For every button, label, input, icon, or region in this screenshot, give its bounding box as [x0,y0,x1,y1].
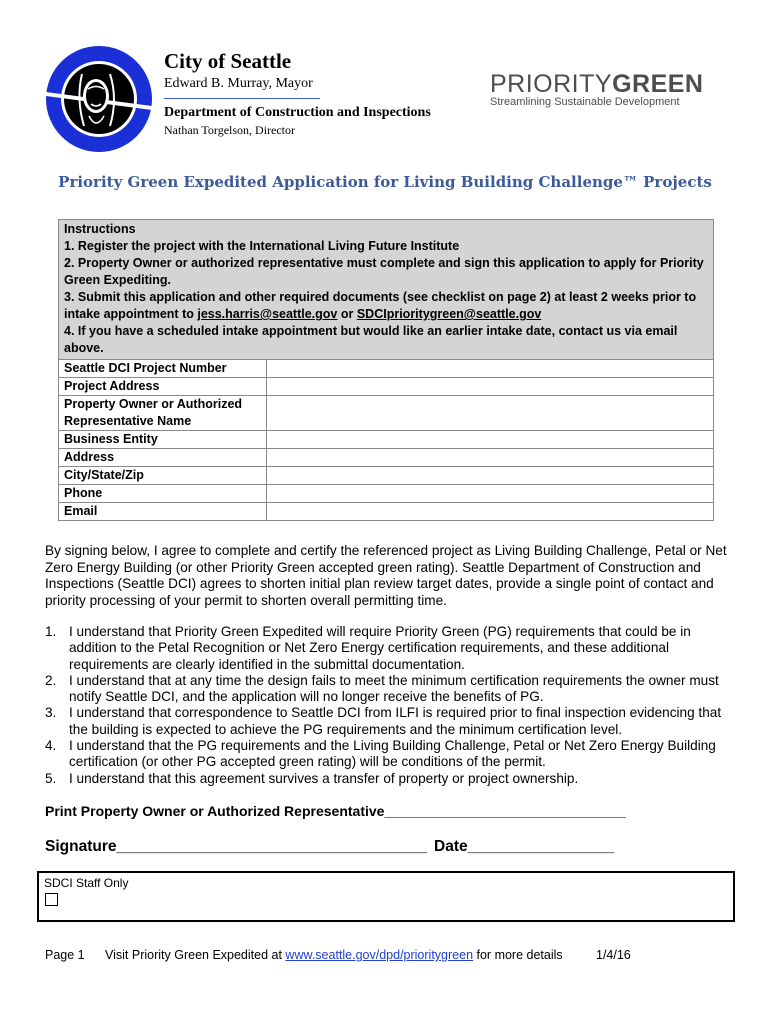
list-item-text: I understand that the PG requirements and the Living Building Challenge, Petal or Net Zero Energy Building certification (or other PG accepted green rating) will be conditions of the permit. [69,738,716,770]
instructions-heading: Instructions [64,222,136,236]
list-item [45,738,735,771]
list-item-text: I understand that at any time the design fails to meet the minimum certification requirements the owner must notify Seattle DCI, and the application will no longer receive the benefits of PG. [69,672,719,705]
list-item [45,705,735,738]
header-divider [164,98,320,99]
field-input-email[interactable] [267,503,714,521]
list-item-number: 3. [45,705,57,721]
instruction-or-text: or [337,307,357,321]
field-row [59,449,714,467]
field-row [59,431,714,449]
field-row [59,467,714,485]
field-input-project-number[interactable] [267,360,714,378]
email-link-jess-harris[interactable]: jess.harris@seattle.gov [197,307,338,321]
list-item-number: 2. [45,672,57,688]
application-table [58,219,714,521]
field-row [59,396,714,431]
list-item-text: I understand that correspondence to Seattle DCI from ILFI is required prior to final inspection evidencing that the building is expected to achieve the PG requirements and the minimum certification level. [69,705,722,737]
field-label-address: Address [59,449,267,467]
instruction-step-1: 1. Register the project with the International Living Future Institute [64,239,460,253]
agreement-paragraph: By signing below, I agree to complete and certify the referenced project as Living Building Challenge, Petal or Net Zero Energy Building (or other Priority Green accepted green rating). Seattle Department of Construction and Inspections (Seattle DCI) agrees to shorten initial plan review target dates, provide a single point of contact and priority processing of your permit to shorten overall permitting time. [45,543,727,608]
field-label-city-state-zip: City/State/Zip [59,467,267,485]
footer-visit-text [105,948,563,962]
list-item-number: 5. [45,770,57,786]
brand-light-text: PRIORITY [490,70,613,98]
city-seal-logo-icon [44,44,154,154]
instruction-step-4: 4. If you have a scheduled intake appointment but would like an earlier intake date, contact us via email above. [64,324,678,355]
city-name: City of Seattle [164,49,292,73]
field-input-project-address[interactable] [267,378,714,396]
print-name-line[interactable]: Print Property Owner or Authorized Representative_______________________________ [45,803,626,819]
field-label-project-address: Project Address [59,378,267,396]
field-label-business-entity: Business Entity [59,431,267,449]
priority-green-logo [490,70,703,98]
staff-only-box [37,871,735,922]
staff-only-label: SDCI Staff Only [44,876,129,890]
field-label-project-number: Seattle DCI Project Number [59,360,267,378]
field-label-email: Email [59,503,267,521]
list-item-number: 1. [45,624,57,639]
brand-tagline: Streamlining Sustainable Development [490,96,680,108]
instruction-step-3 [64,289,708,323]
date-line[interactable]: Date_________________ [434,838,615,855]
field-row [59,503,714,521]
instruction-step-3-text: 3. Submit this application and other required documents (see checklist on page 2) at least 2 weeks prior to intake appointment to [64,290,697,321]
terms-list [45,624,735,787]
email-link-sdci-prioritygreen[interactable]: SDCIprioritygreen@seattle.gov [356,307,542,321]
list-item-text: I understand that Priority Green Expedited will require Priority Green (PG) requirements that could be in addition to the Petal Recognition or Net Zero Energy certification requirements, and these additional requirements are clearly identified in the submittal documentation. [69,624,691,672]
department-name: Department of Construction and Inspections [164,105,431,120]
signature-line[interactable]: Signature____________________________________ [45,838,427,855]
list-item [45,673,735,706]
field-row [59,360,714,378]
field-row [59,378,714,396]
field-input-address[interactable] [267,449,714,467]
director-name: Nathan Torgelson, Director [164,123,296,137]
field-row [59,485,714,503]
instruction-step-2: 2. Property Owner or authorized representative must complete and sign this application to apply for Priority Green Expediting. [64,256,704,287]
list-item [45,624,735,673]
field-input-business-entity[interactable] [267,431,714,449]
list-item [45,771,735,787]
field-input-city-state-zip[interactable] [267,467,714,485]
instructions-cell [59,220,714,360]
list-item-number: 4. [45,738,57,754]
page-number: Page 1 [45,948,85,962]
form-title: Priority Green Expedited Application for Living Building Challenge™ Projects [58,173,712,191]
staff-checkbox[interactable] [45,893,58,906]
footer-visit-pre: Visit Priority Green Expedited at [105,948,286,962]
list-item-text: I understand that this agreement survives a transfer of property or project ownership. [69,770,579,786]
footer-date: 1/4/16 [596,948,631,962]
field-input-phone[interactable] [267,485,714,503]
priority-green-url-link[interactable]: www.seattle.gov/dpd/prioritygreen [285,948,474,962]
instructions-row [59,220,714,360]
footer-visit-post: for more details [473,948,563,962]
brand-bold-text: GREEN [612,70,704,98]
field-label-owner-name: Property Owner or Authorized Representative Name [59,396,267,431]
field-input-owner-name[interactable] [267,396,714,431]
mayor-name: Edward B. Murray, Mayor [164,76,313,91]
field-label-phone: Phone [59,485,267,503]
